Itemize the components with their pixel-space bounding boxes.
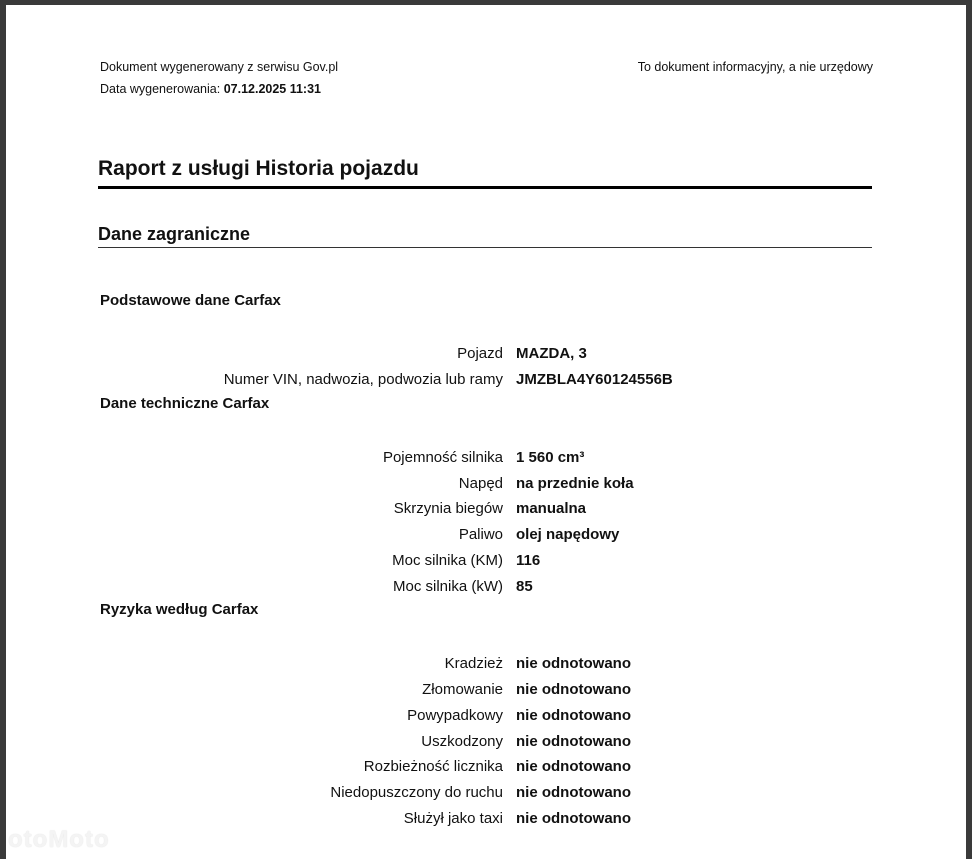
- row-value: nie odnotowano: [516, 758, 631, 775]
- row-value: manualna: [516, 500, 587, 517]
- section-divider: [98, 247, 872, 248]
- row-label: Napęd: [458, 475, 503, 492]
- report-title: Raport z usługi Historia pojazdu: [98, 157, 419, 180]
- group-title-basic: Podstawowe dane Carfax: [100, 292, 281, 309]
- row-value: 116: [516, 552, 541, 569]
- group-title-technical: Dane techniczne Carfax: [100, 395, 270, 412]
- row-value: nie odnotowano: [516, 707, 631, 724]
- window-frame-top: [0, 0, 972, 5]
- row-value: nie odnotowano: [516, 733, 631, 750]
- data-row: [0, 345, 972, 369]
- data-row: [0, 733, 972, 757]
- row-label: Powypadkowy: [407, 707, 503, 724]
- section-title: Dane zagraniczne: [98, 224, 251, 244]
- row-value: 1 560 cm³: [516, 449, 585, 466]
- data-row: [0, 655, 972, 679]
- data-row: [0, 449, 972, 473]
- generated-date-label: Data wygenerowania:: [100, 82, 224, 96]
- data-row: [0, 578, 972, 602]
- row-value: na przednie koła: [516, 475, 634, 492]
- data-row: [0, 526, 972, 550]
- row-label: Pojazd: [457, 345, 503, 362]
- row-label: Służył jako taxi: [403, 810, 503, 827]
- data-row: [0, 810, 972, 834]
- generated-date: [100, 82, 321, 96]
- row-label: Złomowanie: [422, 681, 503, 698]
- row-label: Moc silnika (KM): [392, 552, 503, 569]
- row-label: Moc silnika (kW): [392, 578, 503, 595]
- generated-from-text: Dokument wygenerowany z serwisu Gov.pl: [100, 60, 339, 74]
- data-row: [0, 707, 972, 731]
- row-label: Paliwo: [458, 526, 503, 543]
- row-label: Kradzież: [444, 655, 503, 672]
- group-title-risks: Ryzyka według Carfax: [100, 601, 259, 618]
- watermark-logo: otoMoto: [8, 826, 110, 853]
- row-label: Numer VIN, nadwozia, podwozia lub ramy: [223, 371, 503, 388]
- data-row: [0, 784, 972, 808]
- row-value: nie odnotowano: [516, 655, 631, 672]
- row-label: Skrzynia biegów: [393, 500, 503, 517]
- generated-date-value: 07.12.2025 11:31: [223, 82, 322, 96]
- row-value: nie odnotowano: [516, 784, 631, 801]
- title-divider: [98, 186, 872, 189]
- data-row: [0, 475, 972, 499]
- data-row: [0, 758, 972, 782]
- row-value: JMZBLA4Y60124556B: [516, 371, 673, 388]
- row-label: Rozbieżność licznika: [363, 758, 503, 775]
- row-label: Pojemność silnika: [382, 449, 503, 466]
- row-value: nie odnotowano: [516, 681, 631, 698]
- data-row: [0, 552, 972, 576]
- row-value: nie odnotowano: [516, 810, 631, 827]
- row-label: Niedopuszczony do ruchu: [330, 784, 503, 801]
- row-value: 85: [516, 578, 533, 595]
- data-row: [0, 681, 972, 705]
- disclaimer-text: To dokument informacyjny, a nie urzędowy: [637, 60, 873, 74]
- row-value: olej napędowy: [516, 526, 620, 543]
- row-value: MAZDA, 3: [516, 345, 587, 362]
- data-row: [0, 371, 972, 395]
- row-label: Uszkodzony: [421, 733, 503, 750]
- data-row: [0, 500, 972, 524]
